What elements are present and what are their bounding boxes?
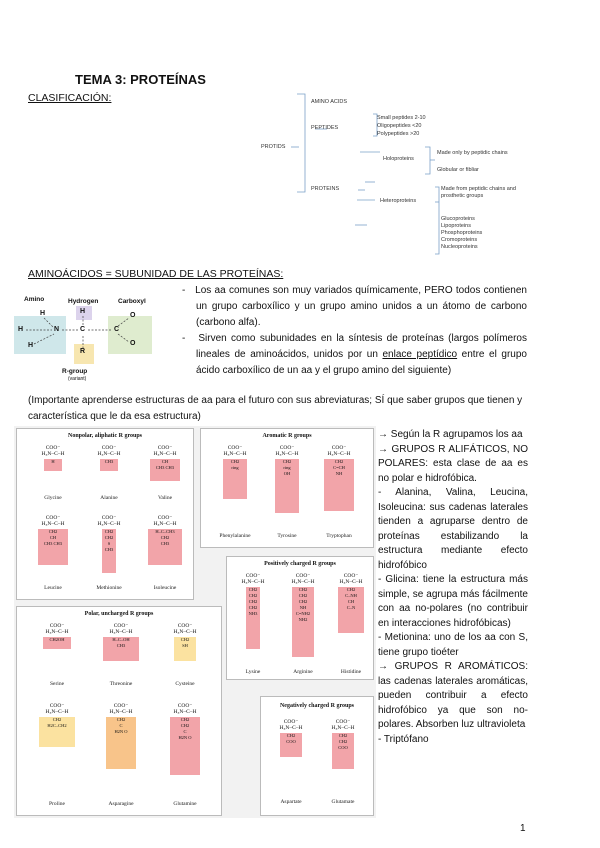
amino-acid-bonds xyxy=(14,298,152,388)
aa-name: Serine xyxy=(49,681,65,687)
r-group-line: NH2 xyxy=(298,617,308,622)
leucine xyxy=(33,515,73,591)
alanine xyxy=(89,445,129,501)
r-group-line: NH3 xyxy=(248,611,258,616)
aminoacidos-heading: AMINOÁCIDOS = SUBUNIDAD DE LAS PROTEÍNAS: xyxy=(28,268,284,280)
tree-hetero-desc: Made from peptidic chains and prosthetic groups xyxy=(441,186,516,199)
note-line: - Metionina: uno de los aa con S, tiene grupo tioéter xyxy=(378,632,528,658)
r-group xyxy=(332,733,354,769)
r-group-line: COO xyxy=(286,739,296,744)
note-line: → GRUPOS R AROMÁTICOS: las cadenas laterales aromáticas, pueden contribuir a efecto hidrofóbico ya que son no-polares. Absorben luz ultravioleta xyxy=(378,661,528,730)
r-group xyxy=(102,529,116,573)
lysine xyxy=(233,573,273,675)
note-line: - Triptófano xyxy=(378,733,429,745)
coo: COO⁻ xyxy=(101,445,117,451)
r-group-line: CH2 xyxy=(346,587,356,592)
hydrogen-label: Hydrogen xyxy=(68,298,99,305)
r-group-line: C xyxy=(183,729,187,734)
bullet-dash: - xyxy=(182,285,196,296)
atom-h-alpha: H xyxy=(80,308,86,315)
backbone: H₃N–C–H xyxy=(291,579,315,585)
aa-name: Asparagine xyxy=(108,801,134,807)
note-line: → GRUPOS R ALIFÁTICOS, NO POLARES: esta clase de aa es no polar e hidrofóbica. xyxy=(378,443,528,484)
aa-name: Alanine xyxy=(100,495,118,501)
aa-name: Methionine xyxy=(96,585,122,591)
glutamine xyxy=(165,703,205,807)
backbone: H₃N–C–H xyxy=(97,521,121,527)
r-group-line: COO xyxy=(338,745,348,750)
coo: COO⁻ xyxy=(45,515,61,521)
r-group-line: CH2OH xyxy=(49,637,65,642)
backbone: H₃N–C–H xyxy=(109,629,133,635)
serine xyxy=(37,623,77,687)
rgroup-label: R-group xyxy=(62,368,88,375)
r-group xyxy=(44,459,62,471)
backbone: H₃N–C–H xyxy=(173,629,197,635)
aa-name: Threonine xyxy=(109,681,133,687)
r-group xyxy=(324,459,354,511)
r-group-line: CH2 xyxy=(180,717,190,722)
r-group-line: CH2 xyxy=(298,587,308,592)
polar-panel xyxy=(16,606,222,816)
coo: COO⁻ xyxy=(49,703,65,709)
aromatic-title: Aromatic R groups xyxy=(262,433,312,439)
aa-name: Phenylalanine xyxy=(219,533,251,539)
r-group-line: CH2 xyxy=(160,535,170,540)
r-group-line: CH2 xyxy=(334,459,344,464)
r-group xyxy=(174,637,196,661)
tree-hetero-2: Lipoproteins xyxy=(441,223,471,229)
coo: COO⁻ xyxy=(283,719,299,725)
variant-label: (variant) xyxy=(68,376,87,382)
aspartate xyxy=(271,719,311,805)
tree-root: PROTIDS xyxy=(261,144,286,150)
arginine xyxy=(283,573,323,675)
atom-n: N xyxy=(54,326,60,333)
nonpolar-title: Nonpolar, aliphatic R groups xyxy=(67,433,143,439)
page-title: TEMA 3: PROTEÍNAS xyxy=(75,72,206,87)
tree-small-peptides: Small peptides 2-10 xyxy=(377,115,426,121)
r-group-line: CH2 xyxy=(48,529,58,534)
coo: COO⁻ xyxy=(113,623,129,629)
proline xyxy=(37,703,77,807)
nonpolar-panel xyxy=(16,428,194,600)
atom-h2: H xyxy=(18,326,24,333)
r-group xyxy=(292,587,314,657)
r-group-line: CH2 xyxy=(248,587,258,592)
r-group xyxy=(170,717,200,775)
coo: COO⁻ xyxy=(331,445,347,451)
r-group xyxy=(100,459,118,471)
peptide-bond-link: enlace peptídico xyxy=(382,349,458,360)
backbone: H₃N–C–H xyxy=(327,451,351,457)
r-group xyxy=(39,717,75,747)
tree-hetero-3: Phosphoproteins xyxy=(441,230,483,236)
backbone: H₃N–C–H xyxy=(41,521,65,527)
bullet-2-text-a: Sirven como subunidades en la síntesis de proteínas (largos polímeros lineales de aminoácidos, unidos por un xyxy=(196,333,527,360)
r-group-line: CH2 xyxy=(104,535,114,540)
glycine xyxy=(33,445,73,501)
bullet-1-text: Los aa comunes son muy variados químicamente, PERO todos contienen un grupo carboxílico y un grupo amino unidos a un átomo de carbono (carbono alfa). xyxy=(195,285,527,328)
r-group-line: CH3 CH3 xyxy=(155,465,175,470)
tree-holo-2: Globular or fibliar xyxy=(437,167,479,173)
negative-panel xyxy=(260,696,374,816)
page-number: 1 xyxy=(520,823,526,834)
r-group-line: S xyxy=(107,541,111,546)
r-group-line: C=NH2 xyxy=(295,611,311,616)
r-group xyxy=(280,733,302,757)
coo: COO⁻ xyxy=(101,515,117,521)
r-group-line: CH2 xyxy=(298,599,308,604)
aa-name: Isoleucine xyxy=(153,585,177,591)
asparagine xyxy=(101,703,141,807)
coo: COO⁻ xyxy=(279,445,295,451)
classification-tree xyxy=(255,92,545,267)
r-group-line: NH xyxy=(335,471,343,476)
amino-acid-structure-figure xyxy=(14,298,152,388)
r-group-line: CH2 xyxy=(230,459,240,464)
positive-title: Positively charged R groups xyxy=(264,561,336,567)
aa-name: Tyrosine xyxy=(277,533,297,539)
note-line: → Según la R agrupamos los aa xyxy=(378,429,523,440)
aa-name: Tryptophan xyxy=(326,533,352,539)
tree-hetero-4: Cromoproteins xyxy=(441,237,478,243)
aa-name: Glutamate xyxy=(331,799,355,805)
r-group-line: SH xyxy=(182,643,188,648)
cysteine xyxy=(165,623,205,687)
r-group-line: CH2 xyxy=(180,723,190,728)
aa-name: Histidine xyxy=(340,669,362,675)
negative-title: Negatively charged R groups xyxy=(279,703,355,709)
r-group xyxy=(223,459,247,499)
r-group-line: H–C–OH xyxy=(112,637,130,642)
atom-o2: O xyxy=(130,340,136,347)
tree-holoproteins: Holoproteins xyxy=(383,156,414,162)
phenylalanine xyxy=(215,445,255,539)
methionine xyxy=(89,515,129,591)
tree-holo-1: Made only by peptidic chains xyxy=(437,150,508,156)
atom-o1: O xyxy=(130,312,136,319)
coo: COO⁻ xyxy=(343,573,359,579)
r-group-line: CH2 xyxy=(116,717,126,722)
aa-name: Lysine xyxy=(245,669,261,675)
bullet-1 xyxy=(170,283,527,331)
tree-peptides: PEPTIDES xyxy=(311,125,339,131)
tree-hetero-5: Nucleoproteins xyxy=(441,244,478,250)
r-group-line: C–N xyxy=(346,605,356,610)
r-group-line: H2C–CH2 xyxy=(47,723,67,728)
aa-groups-figure xyxy=(14,426,376,818)
backbone: H₃N–C–H xyxy=(223,451,247,457)
backbone: H₃N–C–H xyxy=(275,451,299,457)
r-group xyxy=(338,587,364,633)
r-group-line: CH3 xyxy=(104,459,114,464)
r-group-line: CH2 xyxy=(338,739,348,744)
note-line: - Glicina: tiene la estructura más simple, se agrupa más fácilmente con aa no-polares (no contribuir en interacciones hidrofóbicas) xyxy=(378,574,528,629)
coo: COO⁻ xyxy=(157,515,173,521)
r-group-line: C–NH xyxy=(345,593,357,598)
r-group-line: NH xyxy=(299,605,307,610)
r-group-line: CH3 xyxy=(160,541,170,546)
aa-name: Arginine xyxy=(293,669,313,675)
backbone: H₃N–C–H xyxy=(241,579,265,585)
coo: COO⁻ xyxy=(227,445,243,451)
atom-c-carboxyl: C xyxy=(114,326,120,333)
bullet-2-text-b: entre el grupo ácido carboxílico de un aa y el grupo amino del siguiente) xyxy=(196,349,527,376)
aa-name: Leucine xyxy=(44,585,62,591)
glutamate xyxy=(323,719,363,805)
important-note: (Importante aprenderse estructuras de aa para el futuro con sus abreviaturas; SÍ que saber grupos que tienen y característica que le da esa estructura) xyxy=(28,395,523,422)
tree-hetero-1: Glucoproteins xyxy=(441,216,475,222)
tyrosine xyxy=(267,445,307,539)
coo: COO⁻ xyxy=(45,445,61,451)
backbone: H₃N–C–H xyxy=(339,579,363,585)
aa-name: Valine xyxy=(157,495,173,501)
backbone: H₃N–C–H xyxy=(45,629,69,635)
backbone: H₃N–C–H xyxy=(109,709,133,715)
backbone: H₃N–C–H xyxy=(41,451,65,457)
r-group-line: H xyxy=(51,459,55,464)
aromatic-panel xyxy=(200,428,374,548)
tree-amino-acids: AMINO ACIDS xyxy=(311,99,348,105)
r-group-line: CH2 xyxy=(248,599,258,604)
bullet-dash: - xyxy=(182,333,199,344)
r-group-line: C=CH xyxy=(333,465,345,470)
r-group-line: CH2 xyxy=(338,733,348,738)
backbone: H₃N–C–H xyxy=(331,725,355,731)
r-group xyxy=(148,529,182,565)
tree-oligopeptides: Oligopeptides <20 xyxy=(377,123,422,129)
coo: COO⁻ xyxy=(245,573,261,579)
r-group xyxy=(275,459,299,513)
tryptophan xyxy=(319,445,359,539)
bullet-2 xyxy=(170,331,527,379)
coo: COO⁻ xyxy=(335,719,351,725)
r-group-line: CH3 CH3 xyxy=(43,541,63,546)
r-group-line: CH xyxy=(347,599,355,604)
backbone: H₃N–C–H xyxy=(173,709,197,715)
coo: COO⁻ xyxy=(295,573,311,579)
r-group xyxy=(150,459,180,481)
aa-name: Proline xyxy=(49,801,65,807)
histidine xyxy=(331,573,371,675)
coo: COO⁻ xyxy=(177,703,193,709)
backbone: H₃N–C–H xyxy=(279,725,303,731)
aa-name: Glutamine xyxy=(173,801,197,807)
r-group-line: CH2 xyxy=(248,593,258,598)
aa-name: Cysteine xyxy=(175,681,195,687)
coo: COO⁻ xyxy=(49,623,65,629)
right-notes xyxy=(378,428,528,747)
carboxyl-label: Carboxyl xyxy=(118,298,146,305)
r-group-line: CH xyxy=(49,535,57,540)
r-group-line: H2N O xyxy=(114,729,128,734)
tree-proteins: PROTEINS xyxy=(311,186,340,192)
atom-c-alpha: C xyxy=(80,326,86,333)
r-group xyxy=(106,717,136,769)
r-group-line: CH2 xyxy=(180,637,190,642)
tree-polypeptides: Polypeptides >20 xyxy=(377,131,420,137)
r-group-line: CH3 xyxy=(104,547,114,552)
threonine xyxy=(101,623,141,687)
note-line: - Alanina, Valina, Leucina, Isoleucina: sus cadenas laterales tienden a agruparse dentro de proteínas estabilizando la estructura mediante efecto hidrofóbico xyxy=(378,487,528,571)
atom-h3: H xyxy=(28,342,34,349)
isoleucine xyxy=(145,515,185,591)
coo: COO⁻ xyxy=(113,703,129,709)
r-group xyxy=(246,587,260,649)
backbone: H₃N–C–H xyxy=(153,451,177,457)
coo: COO⁻ xyxy=(177,623,193,629)
r-group xyxy=(38,529,68,565)
backbone: H₃N–C–H xyxy=(153,521,177,527)
tree-heteroproteins: Heteroproteins xyxy=(380,198,417,204)
positive-panel xyxy=(226,556,374,680)
r-group-line: CH2 xyxy=(248,605,258,610)
r-group xyxy=(103,637,139,661)
aa-name: Aspartate xyxy=(280,799,302,805)
r-group-line: ring xyxy=(283,465,291,470)
r-group-line: H2N O xyxy=(178,735,192,740)
r-group-line: CH2 xyxy=(104,529,114,534)
clasificacion-heading: CLASIFICACIÓN: xyxy=(28,92,112,104)
r-group-line: OH xyxy=(283,471,291,476)
aa-name: Glycine xyxy=(44,495,62,501)
valine xyxy=(145,445,185,501)
atom-r: R xyxy=(80,348,86,355)
r-group-line: C xyxy=(119,723,123,728)
backbone: H₃N–C–H xyxy=(45,709,69,715)
r-group-line: CH xyxy=(161,459,169,464)
coo: COO⁻ xyxy=(157,445,173,451)
r-group-line: CH2 xyxy=(282,459,292,464)
r-group-line: CH3 xyxy=(116,643,126,648)
r-group-line: ring xyxy=(231,465,239,470)
polar-title: Polar, uncharged R groups xyxy=(84,611,154,617)
r-group-line: CH2 xyxy=(286,733,296,738)
r-group-line: H–C–CH3 xyxy=(155,529,175,534)
r-group xyxy=(43,637,71,649)
atom-h1: H xyxy=(40,310,46,317)
backbone: H₃N–C–H xyxy=(97,451,121,457)
r-group-line: CH2 xyxy=(298,593,308,598)
amino-label: Amino xyxy=(24,296,45,303)
r-group-line: CH2 xyxy=(52,717,62,722)
